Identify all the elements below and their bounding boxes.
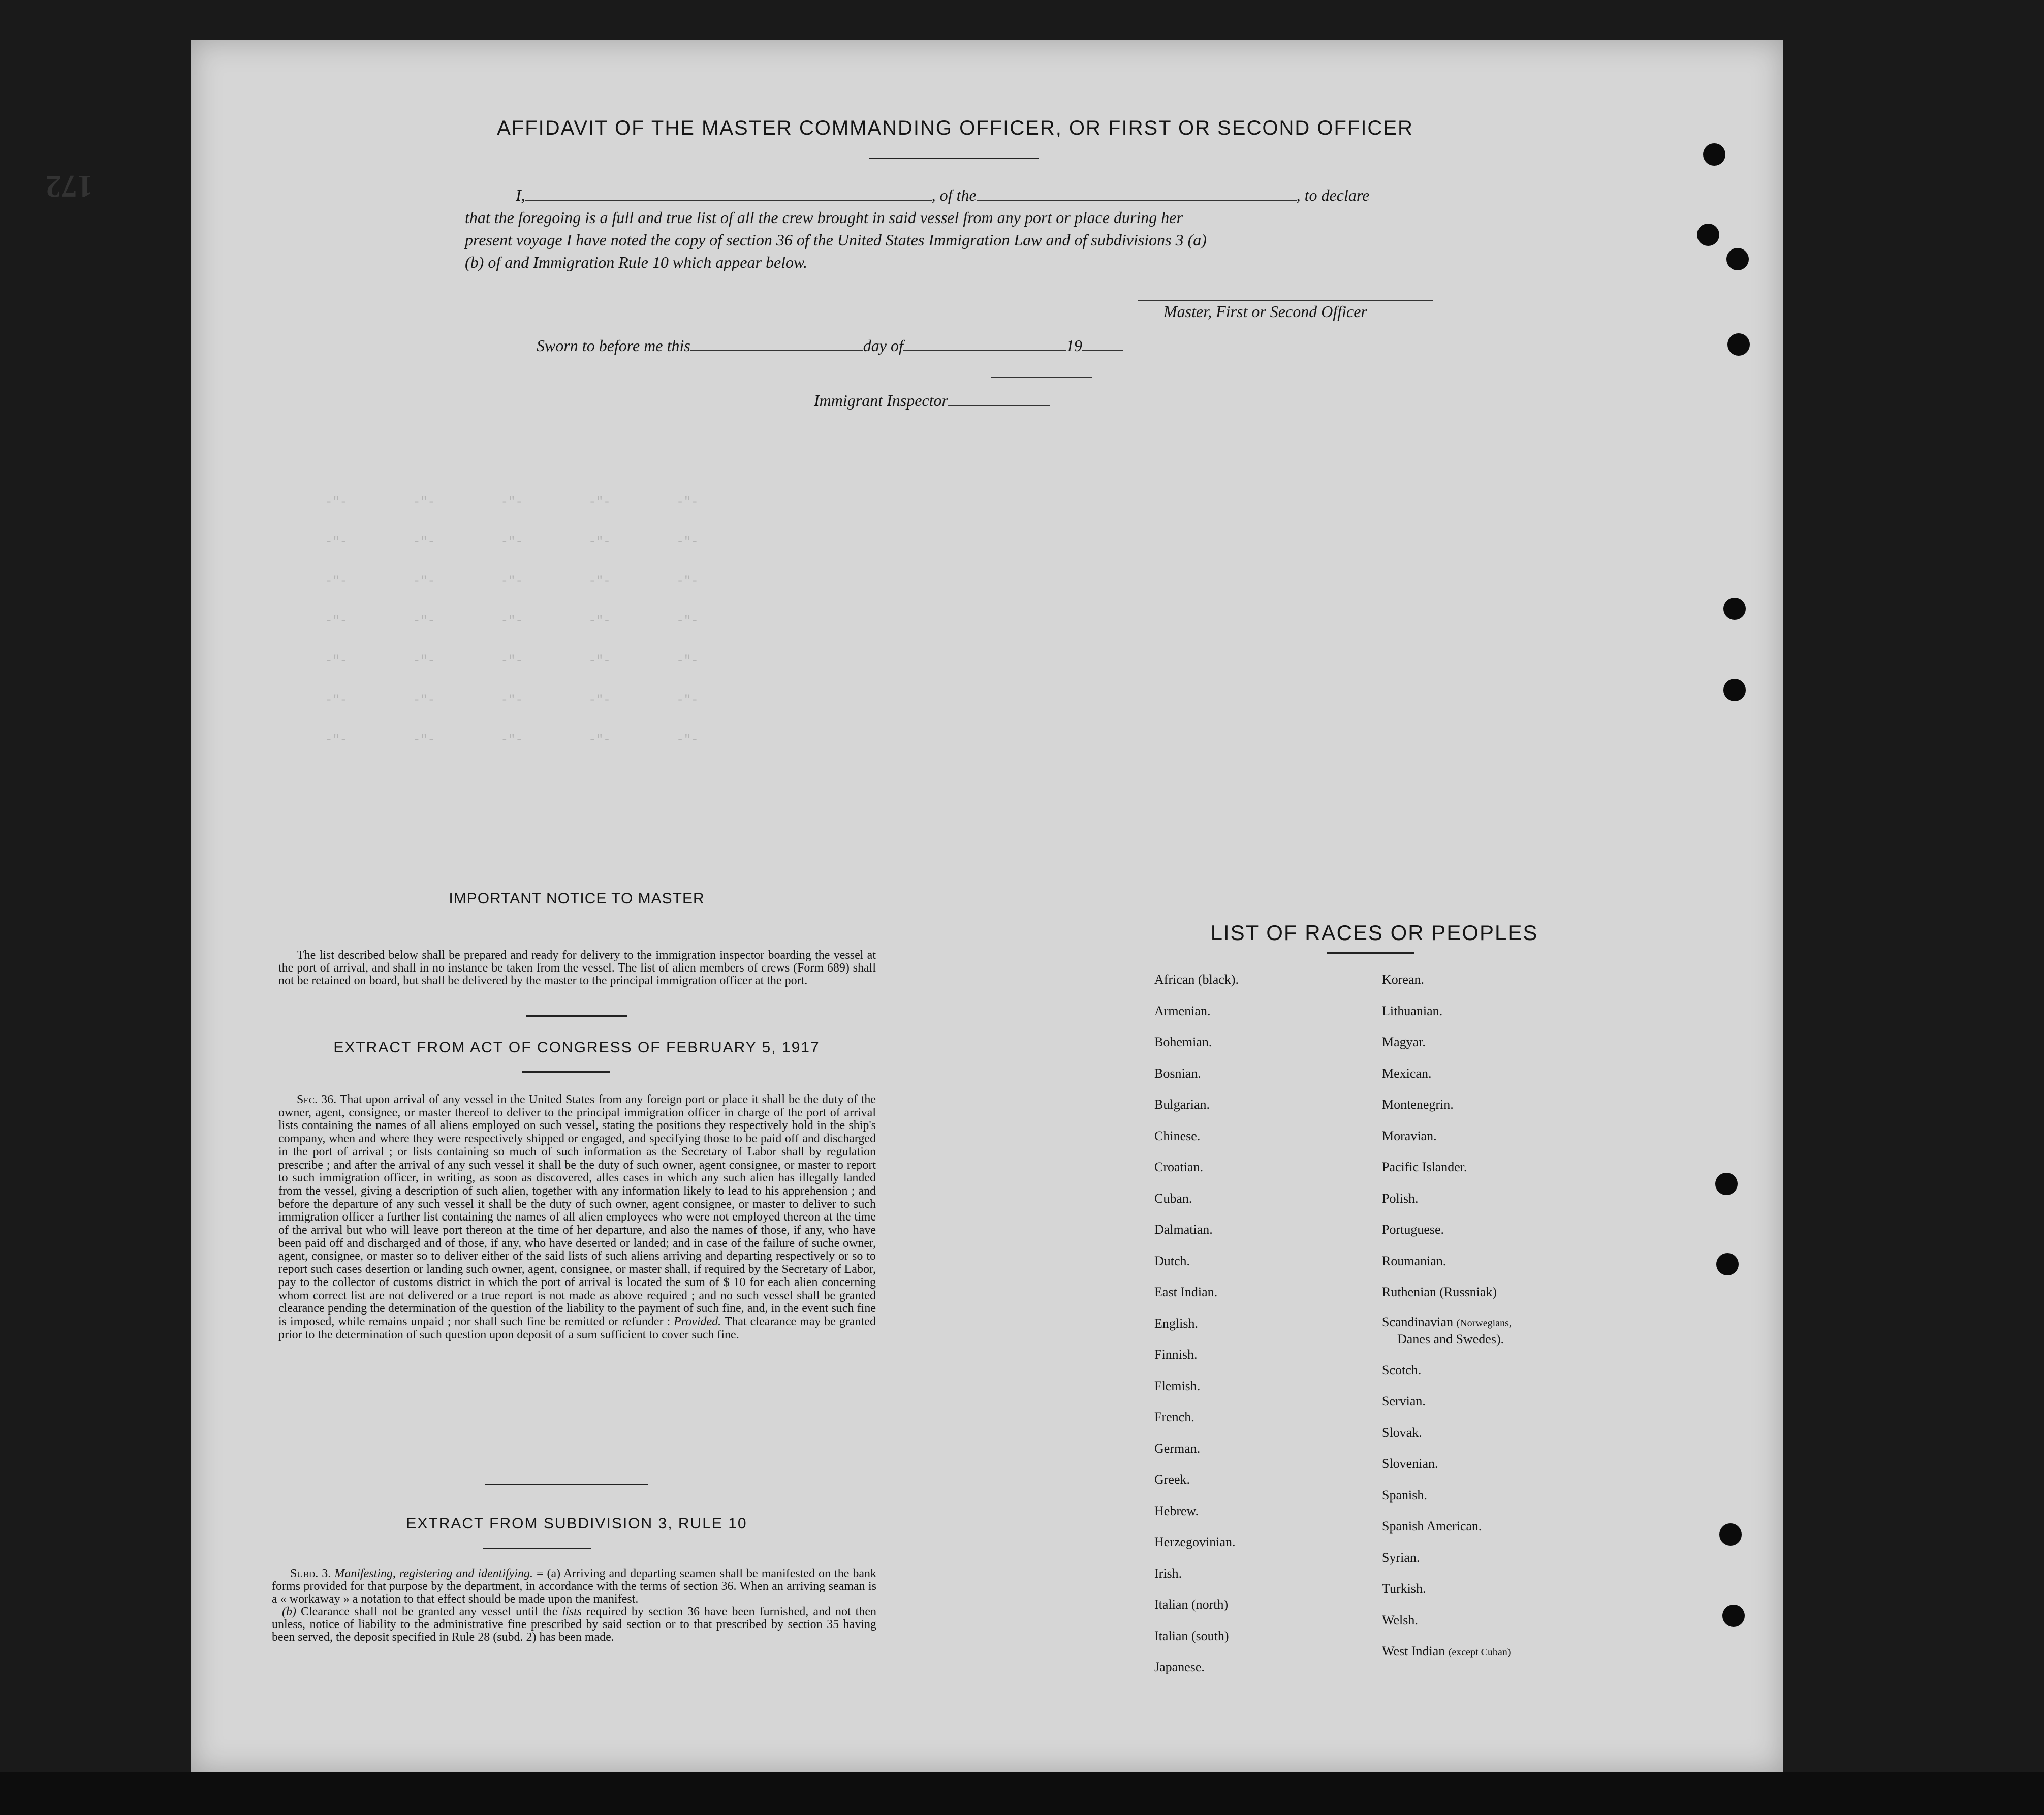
race-item: Syrian. (1382, 1550, 1420, 1565)
rule-text-b1: Clearance shall not be granted any vessel until the (301, 1605, 558, 1618)
master-signature-blank (1138, 300, 1433, 301)
punch-hole (1723, 598, 1746, 620)
race-item: Spanish American. (1382, 1519, 1482, 1534)
race-item: Slovak. (1382, 1425, 1422, 1440)
year-label: 19 (1065, 336, 1082, 355)
races-left-column (1154, 964, 1239, 1683)
lists-word: lists (562, 1605, 582, 1618)
punch-hole (1719, 1523, 1742, 1546)
punch-hole (1726, 248, 1749, 270)
race-item: Greek. (1154, 1472, 1190, 1487)
inspector-signature-blank (991, 377, 1092, 378)
race-item: Cuban. (1154, 1191, 1192, 1206)
rule-b-label-wrap (272, 1605, 296, 1618)
sworn-label: Sworn to before me this (537, 336, 690, 355)
race-scandinavian-line2: Danes and Swedes). (1397, 1331, 1504, 1347)
race-item: Welsh. (1382, 1612, 1418, 1628)
divider (485, 1484, 648, 1485)
master-signature-label: Master, First or Second Officer (1163, 302, 1367, 321)
act-extract-text (278, 1093, 876, 1341)
race-item: Mexican. (1382, 1066, 1432, 1081)
page-number: 172 (46, 169, 93, 203)
race-item: Bulgarian. (1154, 1097, 1210, 1112)
punch-hole (1697, 224, 1719, 246)
race-item: Irish. (1154, 1566, 1182, 1581)
race-item: Croatian. (1154, 1160, 1204, 1174)
race-item: Portuguese. (1382, 1222, 1444, 1237)
race-item-scandinavian (1382, 1308, 1512, 1355)
race-item: East Indian. (1154, 1285, 1218, 1299)
rule-text-a: = (a) Arriving and departing seamen shall be manifested on the bank forms provided for that purpose by the department, in accordance with the terms of section 36. When an arriving seaman is a « workaway » a notation to that effect should be made upon the manifest. (272, 1567, 876, 1606)
notice-title: IMPORTANT NOTICE TO MASTER (449, 890, 705, 907)
divider (869, 158, 1039, 159)
divider (483, 1548, 591, 1549)
race-item: Dutch. (1154, 1253, 1190, 1268)
race-item: English. (1154, 1316, 1198, 1331)
race-scandinavian: Scandinavian (1382, 1314, 1454, 1329)
divider (1327, 952, 1414, 954)
race-item: Bohemian. (1154, 1035, 1212, 1049)
race-item: Spanish. (1382, 1487, 1427, 1503)
punch-hole (1722, 1605, 1745, 1627)
punch-hole (1716, 1253, 1739, 1275)
affidavit-line3: present voyage I have noted the copy of section 36 of the United States Immigration Law and of subdivisions 3 (a) (465, 231, 1207, 249)
divider (522, 1071, 610, 1073)
rule-b-label: (b) (282, 1605, 296, 1618)
race-item: Pacific Islander. (1382, 1160, 1467, 1174)
race-item: Montenegrin. (1382, 1097, 1454, 1112)
race-item: Slovenian. (1382, 1456, 1438, 1471)
sworn-month-blank (903, 350, 1066, 351)
subdivision-heading: Manifesting, registering and identifying. (334, 1567, 533, 1580)
race-item: Ruthenian (Russniak) (1382, 1285, 1497, 1299)
inspector-blank (948, 405, 1050, 406)
race-item: Bosnian. (1154, 1066, 1201, 1081)
vessel-blank (977, 200, 1297, 201)
race-item: Flemish. (1154, 1378, 1201, 1393)
rule-extract-title: EXTRACT FROM SUBDIVISION 3, RULE 10 (406, 1515, 747, 1532)
race-item: Hebrew. (1154, 1503, 1199, 1518)
race-item-west-indian (1382, 1636, 1512, 1669)
punch-hole (1715, 1173, 1738, 1195)
race-item: Turkish. (1382, 1581, 1426, 1596)
race-item: Armenian. (1154, 1003, 1211, 1018)
race-item: Scotch. (1382, 1362, 1422, 1378)
affidavit-title: AFFIDAVIT OF THE MASTER COMMANDING OFFICER, OR FIRST OR SECOND OFFICER (497, 117, 1413, 139)
film-border (0, 1772, 2044, 1815)
act-extract-end: That clearance may be granted prior to the determination of such question upon deposit of a sum sufficient to cover such fine. (278, 1315, 876, 1341)
race-item: Polish. (1382, 1191, 1419, 1206)
bleed-through-marks: -"- -"- -"- -"- -"- -"- -"- -"- -"- -"- -"- -"- -"- -"- -"- -"- -"- -"- -"- -"- -"- -"- -"- -"- -"- -"- -"- -"- -"- -"- -"- -"- -"- -"- -"- (325, 495, 699, 747)
race-item: Finnish. (1154, 1347, 1198, 1362)
inspector-label: Immigrant Inspector (814, 391, 948, 410)
sworn-year-blank (1082, 350, 1123, 351)
act-extract-body: That upon arrival of any vessel in the United States from any foreign port or place it shall be the duty of the owner, agent, consignee, or master thereof to deliver to the principal immigration officer in charge of the port of arrival lists containing the names of all aliens employed on such vessel, stating the positions they respectively hold in the ship's company, when and where they were respectively shipped or engaged, and specifying those to be paid off and discharged in the port of arrival ; or lists containing so much of such information as the Secretary of Labor shall by regulation prescribe ; and after the arrival of any such vessel it shall be the duty of such owner, agent consignee, or master to report to such immigration officer, in writing, as soon as discovered, alles cases in which any such alien has illegally landed from the vessel, giving a description of such alien, together with any information likely to lead to his apprehension ; and before the departure of any such vessel it shall be the duty of such owner, agent consignee, or master to deliver to such immigration officer a further list containing the names of all alien employees who were not employed thereon at the time of the arrival but who will leave port thereon at the time of her departure, and also the names of those, if any, who have been paid off and discharged and of those, if any, who have deserted or landed; and in case of the failure of suche owner, agent, consignee, or master so to deliver either of the said lists of such aliens arriving and departing respectively or so to report such cases desertion or landing such owner, agent, consignee, or master shall, if required by the Secretary of Labor, pay to the collector of customs district in which the port of arrival is located the sum of $ 10 for each alien concerning whom correct list are not delivered or a true report is not made as above required ; and no such vessel shall be granted clearance pending the determination of the question of the liability to the payment of such fine, and, in the event such fine is imposed, while remains unpaid ; nor shall such fine be remitted or refunder : (278, 1093, 876, 1328)
name-blank (525, 200, 932, 201)
race-item: Italian (south) (1154, 1628, 1229, 1643)
subdivision-label: Subd. 3. (290, 1567, 331, 1580)
affidavit-line1-start: I, (516, 186, 525, 204)
act-extract-title: EXTRACT FROM ACT OF CONGRESS OF FEBRUARY 5, 1917 (333, 1039, 820, 1056)
races-right-column (1382, 964, 1512, 1669)
race-item: Japanese. (1154, 1660, 1205, 1674)
section-label: Sec. 36. (297, 1093, 337, 1106)
rule-text-b2: required by section 36 have been furnished, and not then unless, notice of liability to the administrative fine prescribed by said section or to that prescribed by section 35 having been served, the deposit specified in Rule 28 (subd. 2) has been made. (272, 1605, 876, 1644)
provided-label: Provided. (674, 1315, 721, 1328)
race-west-indian-note: (except Cuban) (1448, 1647, 1511, 1658)
race-west-indian: West Indian (1382, 1644, 1445, 1658)
race-item: Dalmatian. (1154, 1222, 1213, 1237)
race-item: Herzegovinian. (1154, 1535, 1236, 1549)
race-item: Magyar. (1382, 1035, 1426, 1049)
punch-hole (1723, 679, 1746, 701)
punch-hole (1703, 143, 1725, 166)
race-item: Korean. (1382, 972, 1425, 987)
race-item: Servian. (1382, 1394, 1426, 1409)
sworn-day-blank (690, 350, 863, 351)
affidavit-body (465, 184, 1443, 273)
race-scandinavian-note: (Norwegians, (1456, 1317, 1512, 1329)
rule-extract-text (272, 1568, 876, 1644)
race-item: Chinese. (1154, 1128, 1201, 1143)
notice-text: The list described below shall be prepared and ready for delivery to the immigration inspector boarding the vessel at the port of arrival, and shall in no instance be taken from the vessel. The list of alien members of crews (Form 689) shall not be retained on board, but shall be delivered by the master to the principal immigration officer at the port. (278, 949, 876, 987)
affidavit-line1-end: , to declare (1296, 186, 1370, 204)
punch-hole (1727, 333, 1750, 356)
races-title: LIST OF RACES OR PEOPLES (1210, 921, 1538, 945)
day-of-label: day of (863, 336, 903, 355)
inspector-line (814, 391, 1050, 410)
race-item: Italian (north) (1154, 1597, 1229, 1612)
affidavit-line4: (b) of and Immigration Rule 10 which appear below. (465, 253, 807, 271)
divider (526, 1015, 627, 1017)
affidavit-line2: that the foregoing is a full and true list of all the crew brought in said vessel from any port or place during her (465, 208, 1183, 227)
race-item: German. (1154, 1441, 1201, 1456)
race-item: Lithuanian. (1382, 1003, 1443, 1018)
race-item: Roumanian. (1382, 1253, 1446, 1268)
race-item: French. (1154, 1410, 1194, 1424)
sworn-line (537, 336, 1123, 355)
race-item: Moravian. (1382, 1128, 1437, 1143)
affidavit-line1-mid: , of the (931, 186, 977, 204)
race-item: African (black). (1154, 972, 1239, 987)
